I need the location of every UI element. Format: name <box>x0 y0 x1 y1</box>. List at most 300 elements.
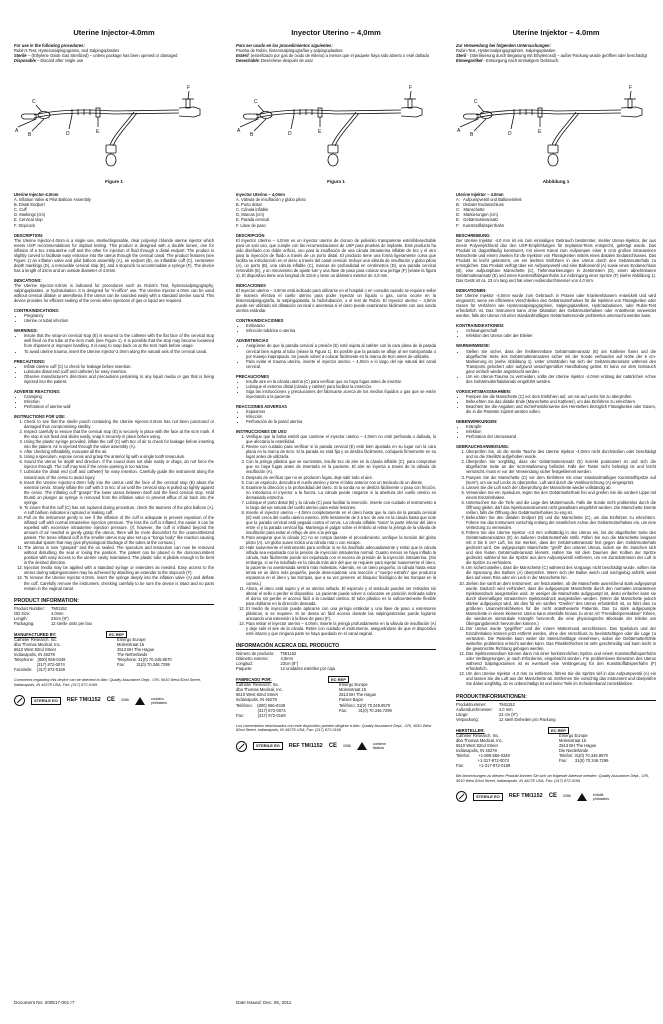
product-info-table <box>14 606 98 626</box>
indications-heading: INDICACIONES <box>236 282 266 288</box>
manufacturer-heading: FABRICADO POR: <box>236 677 272 683</box>
legend-item: A: Aufpumpventil und Balloneinheit <box>456 197 522 203</box>
single-use-icon <box>14 695 25 706</box>
legend-item: B. Porto distal <box>236 202 262 208</box>
instructions-heading: GEBRAUCHSANWEISUNG: <box>456 444 510 450</box>
adverse-reactions-heading: REACCIONES ADVERSAS <box>236 403 288 409</box>
instructions-list <box>14 419 214 591</box>
legend-item: C. Cánula inflable <box>236 207 269 213</box>
ec-rep-badge: EC REP <box>106 631 127 638</box>
description-text: Der Uterine Injektor -4.0 mm ist ein zum einmaligen Gebrauch bestimmter, steriler Uterus-Injektor, der aus einem Polyvinylchlorid das den USP-Empfehlungen für Implantat-Tests entspricht, gefertigt wurde. Das Produkt ist doppeltläufig konstruiert, mit einem Kanal zum Aufpumpen einer 5 cm3 großen intrauterinen Manschette und einem zweiten für die Injektion von Flüssigkeiten mittels eines distalen Endanschlusses. Das Produkt ist leicht gekrümmt, um ein leichtes Einführen in den Uterus durch den Gebärmutterhals zu ermöglichen. Das Produkt verfügt über ein Aufpumpventil und eine Ballonventil (A) sowie einen Endanschluss (B), eine aufpumpbare Manschette (C), Tiefenmarkierungen in Zentimetern (D), einen abnehmbaren Gebärmutteransatz (E) und einen Kunststoffabsperrhahn zur Anbringung einer Spritze (F) (siehe Abbildung 1). Das Gerät ist ca. 23 cm lang und hat einen Außendurchmesser von 4.0 mm. <box>456 237 656 283</box>
uterine-injector-diagram <box>456 65 656 177</box>
german-column <box>456 28 656 802</box>
precautions-item: • Inflate uterine cuff (C) to check for leakage before insertion. <box>24 364 214 369</box>
use-heading: For use in the following procedures: <box>14 43 85 48</box>
precautions-item: • Pumpen Sie die Manschette (C) vor dem Einführen auf, um sie auf Lecks hin zu überprüfen. <box>466 394 656 399</box>
contra-item: • Embarazo <box>246 323 436 328</box>
instructions-item: 4. Lassen Sie die Luft nach der Überprüfung der Manschette wieder vollständig ab. <box>466 485 656 490</box>
mfg-right-item: Teléfono: 31(0) 70.345.8570 <box>339 702 391 708</box>
legend-item: D. Markings (cm) <box>14 212 46 218</box>
precautions-list <box>236 379 436 399</box>
legend-item: F. Llave de paso <box>236 222 266 228</box>
contraindications-list <box>236 323 436 333</box>
product-info-label: Produktnummer: <box>456 701 487 707</box>
warnings-list <box>14 333 214 353</box>
instructions-item: 12. Das Injektionsmedium können dann mit einer herkömmlichen Spritze und einem Kunststoffabsperrhahn oder Verlängerungen, je nach Erfordernis, eingebracht werden. Für problemloses Einsetzen des Uterus während Salpingostomien ist es eventuell eine Verlängerung für den Kunststoffabsperrhahn (F) erforderlich. <box>466 651 656 671</box>
legend-title: Inyector Uterino – 4,0mm <box>236 192 285 198</box>
mfg-left-item: dba Thomas Medical, Inc. <box>236 687 283 693</box>
label-a: A <box>237 128 241 135</box>
label-b: B <box>470 132 474 139</box>
document-number: Document No: 200517-001 r7 <box>14 1000 75 1005</box>
mfg-left-item: dba Thomas Medical, Inc. <box>14 641 61 647</box>
page-title: Uterine Injektor – 4.0mm <box>512 28 600 37</box>
adverse-item: • Infektion <box>466 429 656 434</box>
legend-item: E: Gebärmutteransatz <box>456 217 499 223</box>
product-info-value: 4,0mm <box>280 656 293 662</box>
contraindications-heading: CONTRAINDICACIONES <box>236 318 284 324</box>
instructions-item: 1. Verifique que la bolsa estéril que contiene el inyector uterino – 4,0mm no esté perforada o dañada, lo que afectaría la esterilidad. <box>246 434 436 444</box>
mfg-left-item: Indianapolis, IN 46278 <box>14 652 55 658</box>
sterile-label: Estéril <box>236 53 249 59</box>
instructions-heading: INSTRUCCIONES DE USO <box>236 429 287 435</box>
indications-text: The Uterine Injector-4.0mm is indicated for procedures such as Rubin's Test, hysterosalpingography, salpingoplasties, or hydrotubation. It is designed for "in-office" use. The Uterine Injector-4.0mm can be used without cervical dilation or anesthesia if the uterus can be sounded easily with a standard uterine sound. This device provides for efficient sealing of the cervix when injections of gas or liquid are required. <box>14 282 214 304</box>
figure-legend <box>14 197 214 227</box>
contraindications-heading: CONTRAINDICATIONS: <box>14 308 60 314</box>
instructions-item: 1. Check to see that the sterile pouch containing the Uterine Injector-4.0mm has not been punctured or damaged thus compromising sterility. <box>24 419 214 429</box>
use-procedures: Prueba de Rubin, histerosalpingografías y salpingoplastias <box>236 48 343 54</box>
mfg-right-item: Emergo Europe <box>559 732 588 738</box>
mfg-left-item: Telefon: +1-800-556-0349 <box>456 752 510 758</box>
instructions-item: 13. Um den Uterine Injektor -4.0 mm zu entfernen, führen Sie die Spritze tief in das Aufpumpventil (A) ein und lassen Sie die Luft aus der Manschette ab. Entfernen Sie vorsichtig das Instrument und überprüfen Sie dabei sorgfältig, ob es unbeschädigt ist und keine Teile im Scheidenkanal zurückbleiben. <box>466 671 656 686</box>
sterile-text: -- (Ethylene Oxide Gas Sterilized) – unless package has been opened or damaged <box>26 53 178 59</box>
mfg-left-item: Teléfono: (800) 556-0349 <box>236 702 286 708</box>
mfg-left-item: dba Thomas Medical, Inc. <box>456 737 503 743</box>
warnings-list <box>236 343 436 368</box>
mfg-right-item: Telephone: 31(0) 70.345.8570 <box>117 657 172 663</box>
instructions-item: 11. The uterus is now "grasped" and the os sealed. The speculum and tenaculum can now be removed without disturbing the seal or losing the position. The patient can be placed in the dorsorecumbent position with easy access to the uterine cavity maintained. The plastic tube is pliable enough to be bent in the desired direction. <box>24 545 214 565</box>
ec-rep-address <box>339 682 392 717</box>
instructions-item: 5. Using a speculum, expose cervix and grasp the anterior lip with a single tooth tenaculum. <box>24 454 214 459</box>
precautions-item: • Lubrique el extremo distal (cánula y catéter) para facilitar la inserción. <box>246 384 436 389</box>
product-info-label: Diámetro externo: <box>236 656 269 662</box>
instructions-item: 6. Sound the uterus for depth and direction. If the sound does not slide easily or drags, do not force the injector through. The cuff may tear if the cervix opening is too narrow. <box>24 459 214 469</box>
sterile-text: - (Sterilisierung durch Begasung mit Ethylenoxid) – außer Packung wurde geöffnet oder beschädigt <box>466 53 647 59</box>
warnings-list <box>456 349 656 384</box>
instructions-item: 11. Der Uterus wurde "gegriffen" und der innere Muttermund verschlossen. Das Spekulum und der Einzahnhaken können jetzt entfernt werden, ohne den Verschluss zu beeinträchtigen oder die Lage zu verändern. Die Patientin kann weiter die Steinschnittlage einnehmen, wobei die Gebärmutterhöhle weiterhin problemlos erreicht werden kann. Das Plastikröhrchen ist sehr geschmeidig und kann leicht in die gewünschte Richtung gebogen werden. <box>466 626 656 651</box>
mfg-left-item: +1-317-872-0074 <box>456 758 510 764</box>
figure-caption: Figure 1 <box>105 179 123 185</box>
symbol-row <box>456 791 656 802</box>
product-info-label: Länge: <box>456 711 469 717</box>
legend-item: E. Cervical stop <box>14 217 43 223</box>
contraindications-heading: KONTRAINDIKATIONEN: <box>456 323 505 329</box>
description-text: El Inyector Uterino – 4,0mm es un inyector uterino de cloruro de polivinilo transparente estéril/desechable para un solo uso, que cumple con las recomendaciones de USP para pruebas de implante. Este producto ha sido diseñado con doble orificio, uno para la insuflación de una cánula intrauterina inflable de 5cc y el otro para la inyección de fluido a través de un porto distal. El producto tiene una forma ligeramente curva que facilita su introducción en el útero a través del canal cervical. Incluye una válvula de insuflación y globo piloto (A), un porto (B), una cánula inflable (C), marcas de profundidad en centímetros (D), una parada cervical removible (E), y un mecanismo de ajuste luer y una llave de paso para colocar una jeringa (F) (véase la figura 1). El dispositivo tiene una longitud de 23cm y tiene un diámetro exterior de 4,0 mm. <box>236 237 436 278</box>
mfg-right-item: Molenstraat 15 <box>117 641 145 647</box>
legend-item: E. Parada cervical <box>236 217 270 223</box>
mfg-left-item: Fax: +1-317-872-0169 <box>456 763 511 769</box>
mfg-right-item: Molenstraat 15 <box>559 737 587 743</box>
label-c: C <box>254 99 258 106</box>
instructions-item: 9. Para asegurar que la cánula (C) no se rompa durante el procedimiento, verifique la tensión del globo piloto (A). Un globo suave indica una cánula rota o con escape. <box>246 535 436 545</box>
mfg-right-item: Fax: 31(0) 70.346.7299 <box>117 662 170 668</box>
precautions-item: • Beachten Sie die Angaben und Sicherheitshinweise des Herstellers bezüglich Flüssigkeiten oder Gasen, die in die Patientin injiziert werden sollen. <box>466 404 656 414</box>
instructions-item: 7. Lubrique el porto distal (B) y la cánula (C) para facilitar la inserción. Inserte con cuidado el instrumento a lo largo del eje natural del cuello uterino para evitar lesiones. <box>246 500 436 510</box>
product-info-value: TMI1152 <box>280 651 297 657</box>
instructions-item: 9. To insure that the cuff (C) has not ruptured during procedure, check the tautness of the pilot balloon (A). A soft balloon indicates a ruptured or leaking cuff. <box>24 505 214 515</box>
ec-rep-address <box>559 733 608 768</box>
instructions-item: 8. Insert the Uterine Injector-4.0mm fully into the uterus until the face of the cervical stop (E) abuts the external cervix. Slowly inflate the cuff with 3 to 5cc of air until the cervical stop is pulled up tightly against the cervix. The inflating cuff "grasps" the lower uterus between itself and the fixed cervical stop. Hold thumb on plunger as syringe is removed from the inflation valve to prevent efflux of air back into the syringe. <box>24 480 214 505</box>
contra-item: • Pregnancy <box>24 313 214 318</box>
symbol-row <box>14 695 214 706</box>
comments-note: Los comentarios relacionados con este dispositivo pueden dirigirse a Attn: Quality Assurance Dept., CRI, 5610 West 82nd Street, Indianapolis, IN 46278 USA, Fax: (317) 872-0169 <box>236 723 432 733</box>
adverse-reactions-list <box>236 409 436 424</box>
indications-text: El Inyector uterino – 4,0mm está indicado para utilizarse en el hospital o en consulta cuando se requiere sellar de manera efectiva el cuello uterino para poder inyectar un líquido o gas, como ocurre en la histerosalpingografía, la salpingoplastia, la hidrotubación, o el test de Rubin. El Inyector uterino – 4,0mm puede ser utilizado sin dilatación cervical o anestesia si el útero puede examinarse fácilmente con una sonda uterina estándar. <box>236 288 436 314</box>
phthalates-text: contains phthalates <box>150 696 168 705</box>
ce-number: 0086 <box>563 794 571 799</box>
contra-item: • Infektion des Uterus oder der Eileiter <box>466 333 656 338</box>
disposable-label: Disposable <box>14 58 36 64</box>
label-f: F <box>187 85 191 92</box>
precautions-list <box>456 394 656 414</box>
single-use-icon <box>456 791 467 802</box>
disposable-text: – Discard after single use <box>35 58 84 64</box>
sterile-label: Steril <box>456 53 467 59</box>
sterile-eo-badge: STERILE EO <box>473 793 503 801</box>
instructions-item: 8. Inserte el inyector uterino – 4,0mm completamente en el útero hasta que la cara de la parada cervical (E) esté cerca del cuello uterino externo. Infle lentamente de 3 a 5cc de aire en la cánula hasta que note que la parada cervical está pegada contra el cervix. La cánula inflable "toma" la parte inferior del útero entre sí y la parada cervical fija. Mantenga el pulgar sobre el émbolo al retirar la jeringa de la válvula de insuflación para evitar el reflujo de aire a la jeringa. <box>246 510 436 535</box>
mfg-left-item: 5610 West 82nd Street <box>14 646 56 652</box>
warnings-item: • Stellen Sie sicher, dass der festklemmbare Gebärmutteransatz (E) am Katheter fixiert und die abgeflachte Seite des Gebärmutteransatzes sicher mit der Sonde verbunden auf Höhe der 6 cm-Markierung ist (siehe Abbildung 1). Unter Umständen hat sich der Gebärmutteransatz während des Transports gelockert oder aufgrund unsachgemäßer Handhabung gelöst. Er kann vor dem Gebrauch ganz einfach wieder angebracht werden. <box>466 349 656 374</box>
instructions-item: 4. Después de verificar que no se producen fugas, deje salir todo el aire. <box>246 475 436 480</box>
ce-mark: CE <box>328 742 338 749</box>
ce-mark: CE <box>548 793 558 800</box>
product-info-value: 23cm (9") <box>50 615 69 621</box>
warnings-item: • Um ein Uterus-Trauma zu vermeiden, sollte der Uterine Injektor -4.0mm entlang der natürlichen Achse des Gebärmutterhalskanals eingeführt werden. <box>466 374 656 384</box>
product-info-value: TMI1152 <box>498 701 515 707</box>
label-f: F <box>409 85 413 92</box>
disposable-text: - Entsorgung nach einmaligem Gebrauch. <box>482 58 560 64</box>
mfg-right-item: Telefon: 31(0) 70.345.8570 <box>559 752 608 758</box>
mfg-left-item: Catheter Research, Inc. <box>236 682 280 688</box>
contra-item: • Infección tubárica o uterina <box>246 328 436 333</box>
uterine-injector-diagram <box>236 65 436 177</box>
mfg-left-item: Facsimile: (317) 872-0169 <box>14 667 65 673</box>
instructions-item: 2. Inspect carefully to ensure that the cervical stop (E) is securely in place with the face at the 6cm mark. If the stop is not fixed and slides easily, snap it securely in place before using. <box>24 429 214 439</box>
mfg-right-item: Países Bajos <box>339 697 363 703</box>
ec-rep-badge: EC REP <box>328 676 349 683</box>
phthalate-warning-icon <box>577 793 587 801</box>
manufacturer-address <box>236 682 331 717</box>
device-figure <box>14 65 214 177</box>
mfg-left-item: (317) 872-0074 <box>14 662 65 668</box>
disposable-line <box>14 58 214 63</box>
adverse-item: • Espasmos <box>246 409 436 414</box>
label-d: D <box>288 131 292 138</box>
product-info-label: Paquete: <box>236 666 253 672</box>
label-e: E <box>538 129 542 136</box>
sterile-text: : (esterilizado por gas de óxido de etileno) a menos que el paquete haya sido abierto o esté dañado <box>248 53 429 59</box>
adverse-reactions-heading: ADVERSE REACTIONS: <box>14 388 61 394</box>
mfg-left-item: 5610 West 82nd Street <box>456 742 498 748</box>
legend-item: A. Inflation Valve & Pilot Balloon Assembly <box>14 197 91 203</box>
figure-legend <box>456 197 656 227</box>
phthalates-text: enthält phthalates <box>592 792 610 801</box>
legend-item: D. Marcas (cm) <box>236 212 264 218</box>
product-info-value: 4.0mm <box>50 610 64 616</box>
contra-item: • Schwangerschaft <box>466 328 656 333</box>
phthalates-text: contiene ftalatos <box>372 742 387 751</box>
label-a: A <box>457 128 461 135</box>
instructions-item: 7. Befeuchten Sie den distalen Endport (B) und die Manschette (C), um das Einführen zu erleichtern. Führen Sie das Instrument vorsichtig entlang der natürlichen Achse des Gebärmutterhalses ein, um eine Verletzung zu vermeiden. <box>466 515 656 530</box>
label-f: F <box>629 85 633 92</box>
legend-item: B: Distaler Endanschluss <box>456 202 504 208</box>
manufacturer-address <box>14 637 109 672</box>
precautions-item: • Insufle aire en la cánula uterina (C) para verificar que no haya fugas antes de insertar. <box>246 379 436 384</box>
adverse-reactions-list <box>456 424 656 439</box>
instructions-item: 11. Ahora, el útero está sujeto y el os uterino sellado. El espéculo y el tenáculo pueden ser retirados sin alterar el sello o perder el dispositivo. La paciente puede volver a colocarse en posición reclinada sobre el dorso sin perder el acceso fácil a la cavidad uterina. El tubo plástico es lo suficientemente flexible para doblarse en la dirección deseada. <box>246 586 436 606</box>
instructions-item: 10. Ziehen Sie sanft an dem Instrument, um festzustellen, ob die Manschette ausreichend stark aufgepumpt wurde. Dadurch wird verhindert, dass die aufgepumpte Manschette durch den normalen intrauterinen Injektionsdruck ausgestoßen wird. Je weniger die Manschette aufgepumpt ist, desto einfacher kann sie durch übermäßigen intrauterinen Injektionsdruck ausgestoßen werden. (Wenn die Manschette jedoch stärker aufgepumpt wird, als dies für ein sanftes "Greifen" des Uterus erforderlich ist, so führt dies zu größeren Unannehmlichkeiten für die nicht anästhesierte Patientin. Das zu stark aufgepumpte Manschette in einem kleineren Uterus kann ebenfalls hinaus zu einer Art "Fremdkörperreaktion" führen, die wiederum uterotubale Krämpfe hervorruft, die eine physiologische Blockade der Eileiter am Übergangsbereich hervorrufen können.) <box>466 581 656 626</box>
adverse-item: • Cramping <box>24 394 214 399</box>
figure-caption: Figura 1 <box>327 179 345 185</box>
product-info-value: 23cm (9") <box>280 661 299 667</box>
instructions-item: 1. Überprüfen Sie, ob die sterile Tasche des Uterine Injektor -4.0mm nicht durchstoßen oder beschädigt und so die Sterilität aufgehoben wurde. <box>466 449 656 459</box>
comments-note: Bei Anmerkungen zu diesem Produkt können Sie sich an folgende Adresse wenden: Quality Assurance Dept., CRI, 5610 West 82nd Street, Indianapolis, IN 46278 USA, Fax: (317) 872-0169 <box>456 774 650 783</box>
legend-item: F: Kunststoffabsperrhahn <box>456 222 505 228</box>
instructions-item: 9. Um sicherzustellen, dass die Manschette (C) während des Vorgangs nicht beschädigt wurde, sollten Sie die Spannung des Ballons (A) überprüfen. Wenn sich der Ballon weich und nachgiebig anfühlt, weist dies auf einen Riss oder ein Leck in der Manschette hin. <box>466 565 656 580</box>
instructions-item: 13. To remove the Uterine Injector-4.0mm, insert the syringe deeply into the inflation valve (A) and deflate the cuff. Carefully remove the instrument, checking carefully to be sure the device is intact and no parts remain in the vaginal canal. <box>24 575 214 590</box>
symbol-row <box>236 741 436 752</box>
precautions-heading: VORSICHTSMASSNAHMEN: <box>456 388 512 394</box>
adverse-item: • Infection <box>24 399 214 404</box>
product-info-label: Außendurchmesser: <box>456 706 493 712</box>
indications-text: Der Uterine Injektor -4.0mm wurde zum Gebrauch in Praxen oder Krankenhäusern entwickelt und wird eingesetzt, wenn ein effizientes Verschließen des Gebärmutterhalses für die Injektion von Flüssigkeiten oder Gasen für Verfahren wie Hysterosalpingographien, Salpingoplastiken, Hydrotubationen, oder Rubin-Test erforderlich ist. Das Instrument kann ohne Dilatation des Gebärmutterhalses oder Anästhesie verwendet werden, falls der Uterus mit einer standardmäßigen Gebärmuttersonde problemlos untersucht werden kann. <box>456 293 656 319</box>
label-d: D <box>66 131 70 138</box>
manufacturer-address <box>456 733 551 768</box>
mfg-left-item: 5610 West 82nd Street <box>236 692 278 698</box>
product-info-label: Verpackung: <box>456 716 479 722</box>
disposable-text: : Deséchese después de usar <box>258 58 313 64</box>
ec-rep-address <box>117 637 172 672</box>
adverse-item: • Perforation of uterine wall <box>24 404 214 409</box>
mfg-right-item: Emergo Europe <box>117 636 146 642</box>
manufacturer-block <box>456 728 656 768</box>
product-info-value: 12 unidades estériles por caja <box>280 666 335 672</box>
label-a: A <box>15 128 19 135</box>
manufacturer-heading: MANUFACTURED BY: <box>14 631 57 637</box>
ref-number: REF TMI1152 <box>288 742 323 749</box>
adverse-item: • Perforation der Uteruswand <box>466 434 656 439</box>
product-info-label: OD Size: <box>14 610 31 616</box>
disposable-label: Einwegartikel <box>456 58 483 64</box>
legend-item: C: Manschette <box>456 207 485 213</box>
manufacturer-block <box>14 632 214 672</box>
instructions-item: 5. Verwenden Sie ein Spekulum, legen Sie den Gebärmutterhals frei und greifen Sie die vordere Lippe mit einem Einzahnhaken. <box>466 490 656 500</box>
sterile-eo-badge: STERILE EO <box>31 697 61 705</box>
warnings-item: • To avoid uterine trauma, insert the Uterine Injector-2.0mm along the natural axis of the cervical canal. <box>24 349 214 354</box>
contraindications-list <box>456 328 656 338</box>
disposable-label: Desechable <box>236 58 259 64</box>
legend-title: Uterine Injector-4.0mm <box>14 192 59 198</box>
warnings-item: • Asegúrese de que la parada cervical a presión (E) esté sujeta al catéter con la cara plana de la parada cervical bien sujeta al tubo (véase la Figura 1). Es posible que la parada se afloje al ser transportada o por manejo inapropiado. Se puede volver a colocar fácilmente en la marca de 6cm antes de utilizarla. <box>246 343 436 358</box>
mfg-left-item: Telephone: (800) 556-0349 <box>14 657 66 663</box>
warnings-heading: ADVERTENCIAS <box>236 338 269 344</box>
label-b: B <box>28 132 32 139</box>
ce-mark: CE <box>106 697 116 704</box>
precautions-list <box>14 364 214 384</box>
ce-number: 0086 <box>343 743 351 748</box>
product-info-label: Número de producto: <box>236 651 275 657</box>
product-info-label: Length: <box>14 615 28 621</box>
adverse-item: • Infección <box>246 414 436 419</box>
sterile-eo-badge: STERILE EO <box>253 742 283 750</box>
mfg-left-item: Catheter Research, Inc. <box>456 732 500 738</box>
label-e: E <box>96 129 100 136</box>
precautions-heading: PRECAUTIONS: <box>14 358 46 364</box>
product-info-label: Product Number: <box>14 605 45 611</box>
ec-rep-badge: EC REP <box>548 727 569 734</box>
use-heading: Zur Verwendung bei folgenden Untersuchungen: <box>456 43 551 48</box>
phthalate-warning-icon <box>135 697 145 705</box>
product-info-value: 4.0 mm <box>498 706 513 712</box>
warnings-heading: WARNHINWEISE: <box>456 343 491 349</box>
device-figure <box>456 65 656 177</box>
adverse-reactions-heading: NEBENWIRKUNGEN: <box>456 419 498 425</box>
product-info-table <box>236 651 341 671</box>
ref-number: REF TMI1152 <box>508 793 543 800</box>
mfg-left-item: Indianapolis, IN 46278 <box>236 697 277 703</box>
product-info-value: 23 cm (9") <box>498 711 518 717</box>
use-procedures: Rubin's Test, Hysterosalpingograms, and Salpingoplasties <box>14 48 120 54</box>
product-info-heading: INFORMACIÓN ACERCA DEL PRODUCTO <box>236 644 436 650</box>
warnings-item: • Para evitar el trauma uterino, inserte el inyector uterino – 4,0mm a lo largo del eje natural del canal cervical. <box>246 359 436 369</box>
instructions-item: 6. Untersuchen Sie die Tiefe und die Lage des Muttermunds. Falls die Sonde nicht problemlos durch die Öffnung gleitet, darf das Injektionsinstrument nicht gewaltsam eingeführt werden. Die Manschette könnte reißen, falls die Öffnung des Gebärmutterhalses zu eng ist. <box>466 500 656 515</box>
adverse-item: • Perforación de la pared uterina <box>246 419 436 424</box>
manufacturer-heading: HERSTELLER: <box>456 727 485 733</box>
description-text: The Uterine Injector-4.0mm is a single use, sterile/disposable, clear polyvinyl chloride uterine injector which meets USP recommendations for implant testing. This product is designed with a double lumen, one for inflation of a 5cc intrauterine cuff and the other for injection of fluid through a distal endport. The product is slightly curved to facilitate easy entrance into the uterus through the cervical canal. The product features (see Figure 1) an inflation valve and pilot balloon assembly (A), an endport (B), an inflatable cuff (C), centimeter depth markings (D), a removable cervical stop (E), and a stopcock to accommodate a syringe (F). The device has a length of 23cm and an outside diameter of 4.0mm. <box>14 237 214 273</box>
mfg-right-item: Molenstraat 15 <box>339 687 367 693</box>
indications-heading: INDICATIONS: <box>14 277 42 283</box>
english-column <box>14 28 214 706</box>
description-heading: DESCRIPCIÓN <box>236 232 265 238</box>
precautions-item: • Siga las instrucciones y precauciones del fabricante acerca de los medios líquidos o gas que se estén inyectando a la paciente. <box>246 389 436 399</box>
label-b: B <box>250 132 254 139</box>
uterine-injector-diagram <box>14 65 214 177</box>
instructions-item: 10. Pull on the instrument gently to see if the inflation of the cuff is adequate to prevent expulsion of the inflated cuff with normal intrauterine injection pressure. The less the cuff is inflated, the easier it can be expelled with excessive intrauterine injection pressure. (If, however, the cuff is inflated beyond the amount of air needed to gently grasp the uterus, there will be more discomfort for the unanesthetized patient. The tense inflated cuff in the smaller uterus may also set up a "bongo body" like reaction causing uterotubal spasm that may give physiological blockage of the tubes at the cornuas.) <box>24 515 214 545</box>
instructions-item: 3. Using the plastic syringe provided, inflate the cuff (C) with 5cc of air to check for leakage before inserting into the patient. Air is injected through the valve assembly (A). <box>24 439 214 449</box>
product-info-heading: PRODUKTINFORMATIONEN: <box>456 695 656 701</box>
legend-item: B. Distal Endport <box>14 202 45 208</box>
instructions-item: 3. Con la jeringa plástica que se suministra, insufle 5cc de aire en la cánula inflable (C), para comprobar que no haya fugas antes de insertarla en la paciente. El aire se inyecta a través de la válvula de insuflación (A). <box>246 459 436 474</box>
instructions-list <box>456 449 656 686</box>
legend-item: D: Markierungen (cm) <box>456 212 498 218</box>
use-heading: Para ser usado en los procedimientos siguientes: <box>236 43 333 48</box>
label-d: D <box>508 131 512 138</box>
product-info-value: TMI1152 <box>50 605 67 611</box>
use-procedures: Rubin-Test, Hysterosalpingographien, Salpingoplastien <box>456 48 556 54</box>
mfg-right-item: Die Niederlande <box>559 747 589 753</box>
indications-heading: INDIKATIONEN: <box>456 288 487 294</box>
label-c: C <box>32 99 36 106</box>
product-info-label: Packaging: <box>14 620 35 626</box>
phthalate-warning-icon <box>357 742 367 750</box>
product-info-row <box>236 666 341 671</box>
product-info-label: Longitud: <box>236 661 253 667</box>
mfg-left-item: Fax: (317) 872-0169 <box>236 712 286 718</box>
mfg-right-item: Emergo Europe <box>339 682 368 688</box>
mfg-right-item: Fax: 31(0) 70.346.7299 <box>339 707 392 713</box>
legend-item: A. Válvula de insuflación y globo piloto <box>236 197 306 203</box>
ref-number: REF TMI1152 <box>66 697 101 704</box>
adverse-reactions-list <box>14 394 214 409</box>
instructions-list <box>236 434 436 636</box>
instructions-item: 8. Führen Sie den Uterine Injektor -4.0 mm vollständig in den Uterus ein, bis die abgeflachte Seite des Gebärmutteransatzes (E) an äußeren Gebärmutterhals stößt. Füllen Sie nun die Manschette langsam mit 3 bis 5 cm³ Luft, bis Sie merken, dass der Gebärmutteransatz fest gegen den Gebärmutterhals gedrückt wird. Die aufgepumpte Manschette "greift" den unteren Uterus, indem sie ihn zwischen sich und den festen Gebärmutteransatz klemmt. Halten Sie mit dem Daumen den Kolben der Spritze gedrückt, während Sie die Spritze aus dem Aufpumpventil entfernen, um ein Zurückströmen der Luft in die Spritze zu verhindern. <box>466 530 656 565</box>
legend-title: Uterine Injektor – 4.0mm <box>456 192 504 198</box>
description-heading: DESCRIPTION: <box>14 232 44 238</box>
instructions-item: 10. Hale suavemente el instrumento para verificar si se ha insuflado adecuadamente y evitar que la cánula inflada sea expulsada con la presión de inyección intrauterina normal. Cuanto menos se haya inflado la cánula, más fácilmente puede ser expulsada con el exceso de presión de la inyección intrauterina. (Sin embargo, si se ha insuflado en la cánula más aire del que se requiere para sujetar suavemente el útero, la paciente no anestesiada sentirá más molestias. Además, en un útero pequeño, la cánula hasta estar tensa en un útero más pequeño, puede desencadenar una reacción o "cuerpo extraño" que produzca espasmos en el útero y las trompas, que a su vez generen un bloqueo fisiológico de las trompas en la cornea.) <box>246 545 436 585</box>
figure-caption: Abbildung 1 <box>542 179 570 185</box>
mfg-left-item: Indianapolis, IN 46278 <box>456 747 497 753</box>
instructions-item: 7. Lubricate the distal end (cuff and catheter) for easy insertion. Carefully guide the instrument along the natural axis of the cervix to avoid injury. <box>24 469 214 479</box>
label-e: E <box>318 129 322 136</box>
comments-note: Comments regarding this device can be directed to Attn: Quality Assurance Dept., CRI, 5610 West 82nd Street, Indianapolis, IN 46278 USA, Fax: (317) 872-0169 <box>14 678 201 687</box>
product-info-row <box>456 717 562 722</box>
precautions-heading: PRECAUCIONES <box>236 373 269 379</box>
warnings-item: • Insure that the snap-on cervical stop (E) is secured to the catheter with the flat face of the cervical stop well fixed on the tube at the 6cm mark (see Figure 1). It is possible that the stop may become loosened from shipment or improper handling. It is easy to snap back on at the 6cm mark before usage. <box>24 333 214 348</box>
instructions-item: 2. Überprüfen Sie sorgfältig, dass der Gebärmutteransatz (E) korrekt positioniert ist und sich die abgeflachte Seite an der 6cm-Markierung befindet. Falls der Taster nicht befestigt ist und leicht verrutscht, muss er vor der Verwendung sicher festgeklemmt werden. <box>466 459 656 474</box>
instructions-item: 5. Con un espéculo, descubra el cuello uterino y tome el labio anterior con un tenáculo de un diente. <box>246 480 436 485</box>
product-info-row <box>14 621 98 626</box>
sterile-label: Sterile <box>14 53 27 59</box>
instructions-item: 4. After checking inflatability, evacuate all the air. <box>24 449 214 454</box>
mfg-right-item: 2513 BH The Hague <box>559 742 597 748</box>
page-title: Uterine Injector-4.0mm <box>73 28 155 37</box>
mfg-right-item: 2513 BH The Hague <box>117 646 155 652</box>
adverse-item: • Krämpfe <box>466 424 656 429</box>
instructions-item: 6. Examine la dirección y la profundidad del útero. Si la sonda no se desliza fácilmente o pasa con fricción, no introduzca el inyector a la fuerza. La cánula puede rasgarse si la abertura del cuello uterino es demasiado estrecha. <box>246 485 436 500</box>
precautions-item: • Lubricate distal end (cuff and catheter) for easy insertion. <box>24 369 214 374</box>
instructions-item: 12. Injection media may be applied with a standard syringe or extenders as needed. Easy access to the uterus during salpingostomies may be achieved by attaching an extender to the stopcock (F). <box>24 565 214 575</box>
disposable-line <box>236 58 436 63</box>
legend-item: C. Cuff <box>14 207 27 213</box>
description-heading: BESCHREIBUNG: <box>456 232 491 238</box>
product-info-value: 12 sterile units per box <box>50 620 93 626</box>
instructions-item: 13. Para retirar el inyector uterino – 4,0mm, inserte la jeringa profundamente en la válvula de insuflación (A) y deje salir el aire de la cánula. Retire con cuidado el instrumento, asegurándose de que el dispositivo esté intacto y que ninguna parte se haya quedado en el canal vaginal. <box>246 621 436 636</box>
product-info-value: 12 steril Einheiten pro Packung <box>498 716 556 722</box>
manufacturer-block <box>236 677 436 717</box>
precautions-item: • Befeuchten Sie das distale Ende (Manschette und Katheter), um das Einführen zu erleichtern. <box>466 399 656 404</box>
page-title: Inyector Uterino – 4,0mm <box>291 28 381 37</box>
device-figure <box>236 65 436 177</box>
mfg-right-item: The Netherlands <box>117 652 148 658</box>
figure-legend <box>236 197 436 227</box>
mfg-left-item: Catheter Research, Inc. <box>14 636 58 642</box>
ce-number: 0086 <box>121 698 129 703</box>
instructions-heading: INSTRUCTIONS FOR USE: <box>14 413 66 419</box>
mfg-right-item: Fax: 31(0) 70.346.7299 <box>559 758 609 764</box>
disposable-line <box>456 58 656 63</box>
warnings-heading: WARNINGS: <box>14 328 38 334</box>
contraindications-list <box>14 313 214 323</box>
product-info-table <box>456 702 562 722</box>
precautions-item: • Observe manufacturer's directions and precautions pertaining to any liquid media or gas that is being injected into the patient. <box>24 374 214 384</box>
single-use-icon <box>236 741 247 752</box>
mfg-right-item: 2513 BH The Hague <box>339 692 377 698</box>
product-info-heading: PRODUCT INFORMATION: <box>14 599 214 605</box>
instructions-item: 3. Pumpen Sie die Manschette (C) vor dem Einführen mit einer standardmäßigen Kunststoffspritze auf (5cm³), um sie auf Lecks zu überprüfen. Luft wird durch die Ventilvorrichtung (A) eingespritzt. <box>466 475 656 485</box>
spanish-column <box>236 28 436 752</box>
mfg-left-item: (317) 872-0074 <box>236 707 286 713</box>
instructions-item: 12. El medio de inyección puede aplicarse con una jeringa estándar y una llave de paso o extensores plásticos, si se requiere. Si se desea un fácil acceso durante las salpingostomías puede lograrse anexando una extensión a la llave de paso (F). <box>246 606 436 621</box>
